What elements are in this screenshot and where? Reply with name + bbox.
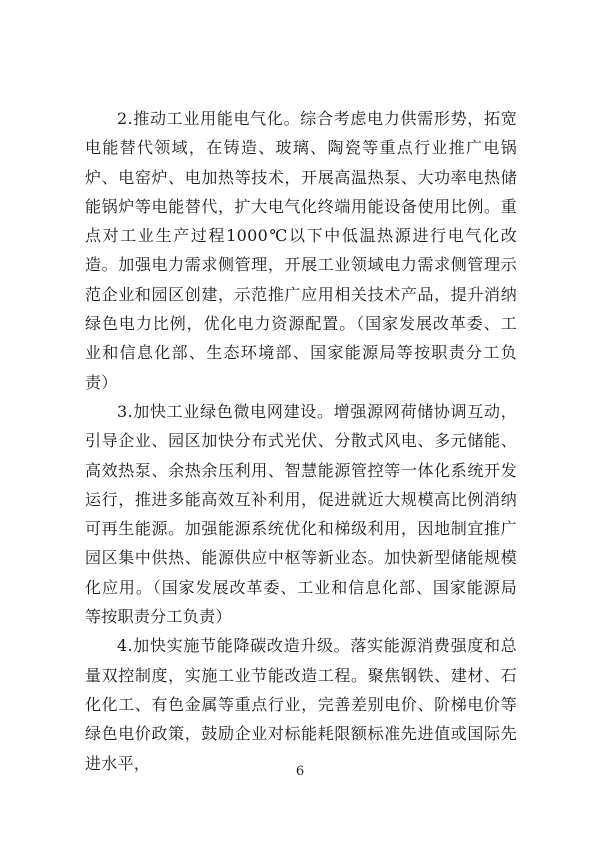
paragraph-microgrid (85, 397, 517, 631)
document-body (85, 104, 517, 778)
page-number: 6 (295, 764, 305, 779)
paragraph-electrification (85, 104, 517, 397)
paragraph-text: 落实能源消费强度和总量双控制度，实施工业节能改造工程。聚焦钢铁、建材、石化化工、有色金属等重点行业，完善差别电价、阶梯电价等绿色电价政策，鼓励企业对标能耗限额标准先进值或国际先进水平， (85, 636, 517, 773)
paragraph-text: 增强源网荷储协调互动，引导企业、园区加快分布式光伏、分散式风电、多元储能、高效热泵、余热余压利用、智慧能源管控等一体化系统开发运行，推进多能高效互补利用，促进就近大规模高比例消纳可再生能源。加强能源系统优化和梯级利用，因地制宜推广园区集中供热、能源供应中枢等新业态。加快新型储能规模化应用。（国家发展改革委、工业和信息化部、国家能源局等按职责分工负责） (85, 401, 517, 627)
paragraph-text: 综合考虑电力供需形势，拓宽电能替代领域，在铸造、玻璃、陶瓷等重点行业推广电锅炉、电窑炉、电加热等技术，开展高温热泵、大功率电热储能锅炉等电能替代，扩大电气化终端用能设备使用比例。重点对工业生产过程1000℃以下中低温热源进行电气化改造。加强电力需求侧管理，开展工业领域电力需求侧管理示范企业和园区创建，示范推广应用相关技术产品，提升消纳绿色电力比例，优化电力资源配置。（国家发展改革委、工业和信息化部、生态环境部、国家能源局等按职责分工负责） (85, 109, 517, 392)
paragraph-energy-saving (85, 631, 517, 777)
paragraph-heading: 3.加快工业绿色微电网建设。 (117, 401, 334, 421)
paragraph-heading: 2.推动工业用能电气化。 (117, 109, 301, 128)
paragraph-heading: 4.加快实施节能降碳改造升级。 (117, 636, 351, 656)
